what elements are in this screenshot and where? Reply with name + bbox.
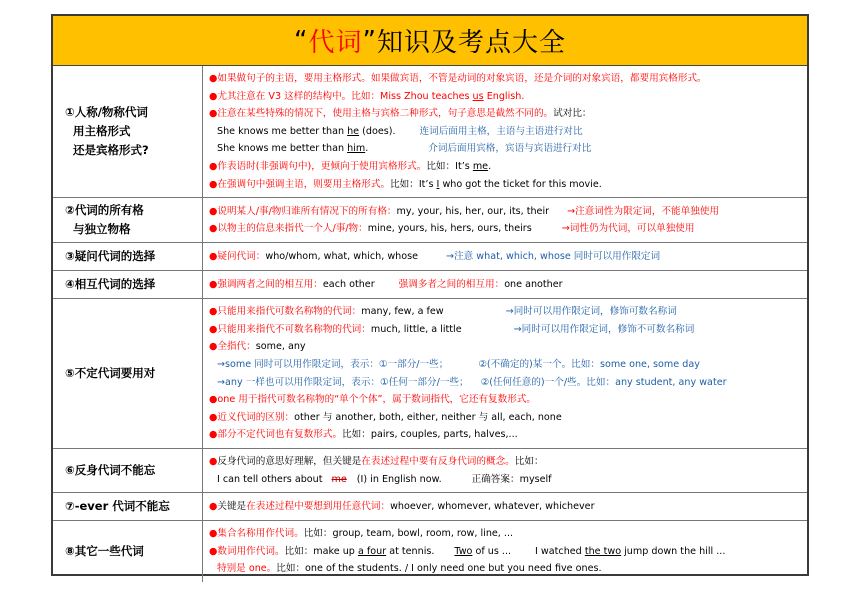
heading-line: 还是宾格形式? (73, 143, 149, 158)
table-row (53, 198, 807, 243)
sub-line: →any 一样也可以用作限定词，表示：①任何一部分/一些； ②(任何任意的)一个/些。比如：any student, any water (217, 376, 727, 388)
bullet-line: ●近义代词的区别：other 与 another, both, either, neither 与 all, each, none (209, 411, 562, 423)
knowledge-sheet (51, 14, 809, 576)
row-content (203, 198, 808, 243)
row-content (203, 521, 808, 582)
row-content (203, 243, 808, 271)
table-row (53, 299, 807, 449)
bullet-line: ●如果做句子的主语，要用主格形式。如果做宾语，不管是动词的对象宾语，还是介词的对象宾语，都要用宾格形式。 (209, 73, 707, 84)
bullet-line: ●数词用作代词。比如：make up a four at tennis. Two of us ... I watched the two jump down the hill ... (209, 545, 726, 557)
example-line: She knows me better than him. 介词后面用宾格，宾语与宾语进行对比 (217, 143, 592, 155)
sub-line: →some 同时可以用作限定词，表示：①一部分/一些； ②(不确定的)某一个。比如：some one, some day (217, 358, 700, 370)
bullet-line: ●只能用来指代不可数名称物的代词：much, little, a little →同时可以用作限定词，修饰不可数名称词 (209, 323, 695, 335)
bullet-line: ●尤其注意在 V3 这样的结构中。比如：Miss Zhou teaches us English. (209, 90, 525, 102)
heading-line: ①人称/物称代词 (65, 105, 148, 120)
row-heading: ⑥反身代词不能忘 (53, 448, 203, 492)
example-line: She knows me better than he (does). 连词后面用主格，主语与主语进行对比 (217, 125, 583, 137)
title-quote-close: ” (362, 25, 377, 56)
table-row (53, 243, 807, 271)
row-content (203, 448, 808, 492)
title-quote-open: “ (294, 25, 309, 56)
bullet-line: ●说明某人/事/物归谁所有情况下的所有格：my, your, his, her, our, its, their →注意词性为限定词，不能单独使用 (209, 205, 720, 217)
title-text: 知识及考点大全 (376, 28, 566, 58)
row-heading: ⑤不定代词要用对 (53, 299, 203, 449)
bullet-line: ●强调两者之间的相互用：each other 强调多者之间的相互用：one another (209, 278, 563, 290)
heading-line: ②代词的所有格 (65, 203, 144, 218)
row-heading (53, 66, 203, 198)
table-row (53, 493, 807, 521)
bullet-line: ●部分不定代词也有复数形式。比如：pairs, couples, parts, halves,... (209, 429, 518, 441)
table-row (53, 66, 807, 198)
bullet-line: ●关键是在表述过程中要想到用任意代词：whoever, whomever, whatever, whichever (209, 500, 595, 512)
bullet-line: ●集合名称用作代词。比如：group, team, bowl, room, row, line, ... (209, 528, 514, 540)
row-content (203, 66, 808, 198)
crossed-out-word: me (331, 473, 347, 485)
bullet-line: ●以物主的信息来指代一个人/事/物：mine, yours, his, hers, ours, theirs →词性仍为代词，可以单独使用 (209, 223, 695, 235)
table-row (53, 521, 807, 582)
bullet-line: ●注意在某些特殊的情况下，使用主格与宾格二种形式，句子意思是截然不同的。试对比： (209, 108, 592, 120)
row-heading (53, 198, 203, 243)
row-content (203, 299, 808, 449)
page-title (53, 16, 807, 66)
bullet-line: ●作表语时(非强调句中)，更倾向于使用宾格形式。比如：It’s me. (209, 160, 492, 172)
bullet-line: ●只能用来指代可数名称物的代词：many, few, a few →同时可以用作限定词，修饰可数名称词 (209, 306, 677, 318)
bullet-line: ●one 用于指代可数名称物的“单个个体”，属于数词指代，它还有复数形式。 (209, 394, 537, 406)
row-content (203, 271, 808, 299)
row-heading: ③疑问代词的选择 (53, 243, 203, 271)
bullet-line: ●全指代：some, any (209, 341, 306, 353)
example-line: 特别是 one。比如：one of the students. / I only need one but you need five ones. (217, 563, 602, 575)
row-content (203, 493, 808, 521)
example-line: I can tell others about me (I) in English now. 正确答案：myself (217, 473, 552, 485)
table-row (53, 448, 807, 492)
row-heading: ⑧其它一些代词 (53, 521, 203, 582)
heading-line: 与独立物格 (73, 222, 131, 237)
bullet-line: ●在强调句中强调主语，则要用主格形式。比如：It’s I who got the ticket for this movie. (209, 178, 602, 190)
row-heading: ④相互代词的选择 (53, 271, 203, 299)
table-row (53, 271, 807, 299)
heading-line: 用主格形式 (73, 124, 131, 139)
row-heading: ⑦-ever 代词不能忘 (53, 493, 203, 521)
content-table (53, 66, 807, 582)
title-keyword: 代词 (308, 28, 363, 58)
bullet-line: ●反身代词的意思好理解，但关键是在表述过程中要有反身代词的概念。比如： (209, 455, 544, 467)
bullet-line: ●疑问代词：who/whom, what, which, whose →注意 what, which, whose 同时可以用作限定词 (209, 250, 661, 262)
